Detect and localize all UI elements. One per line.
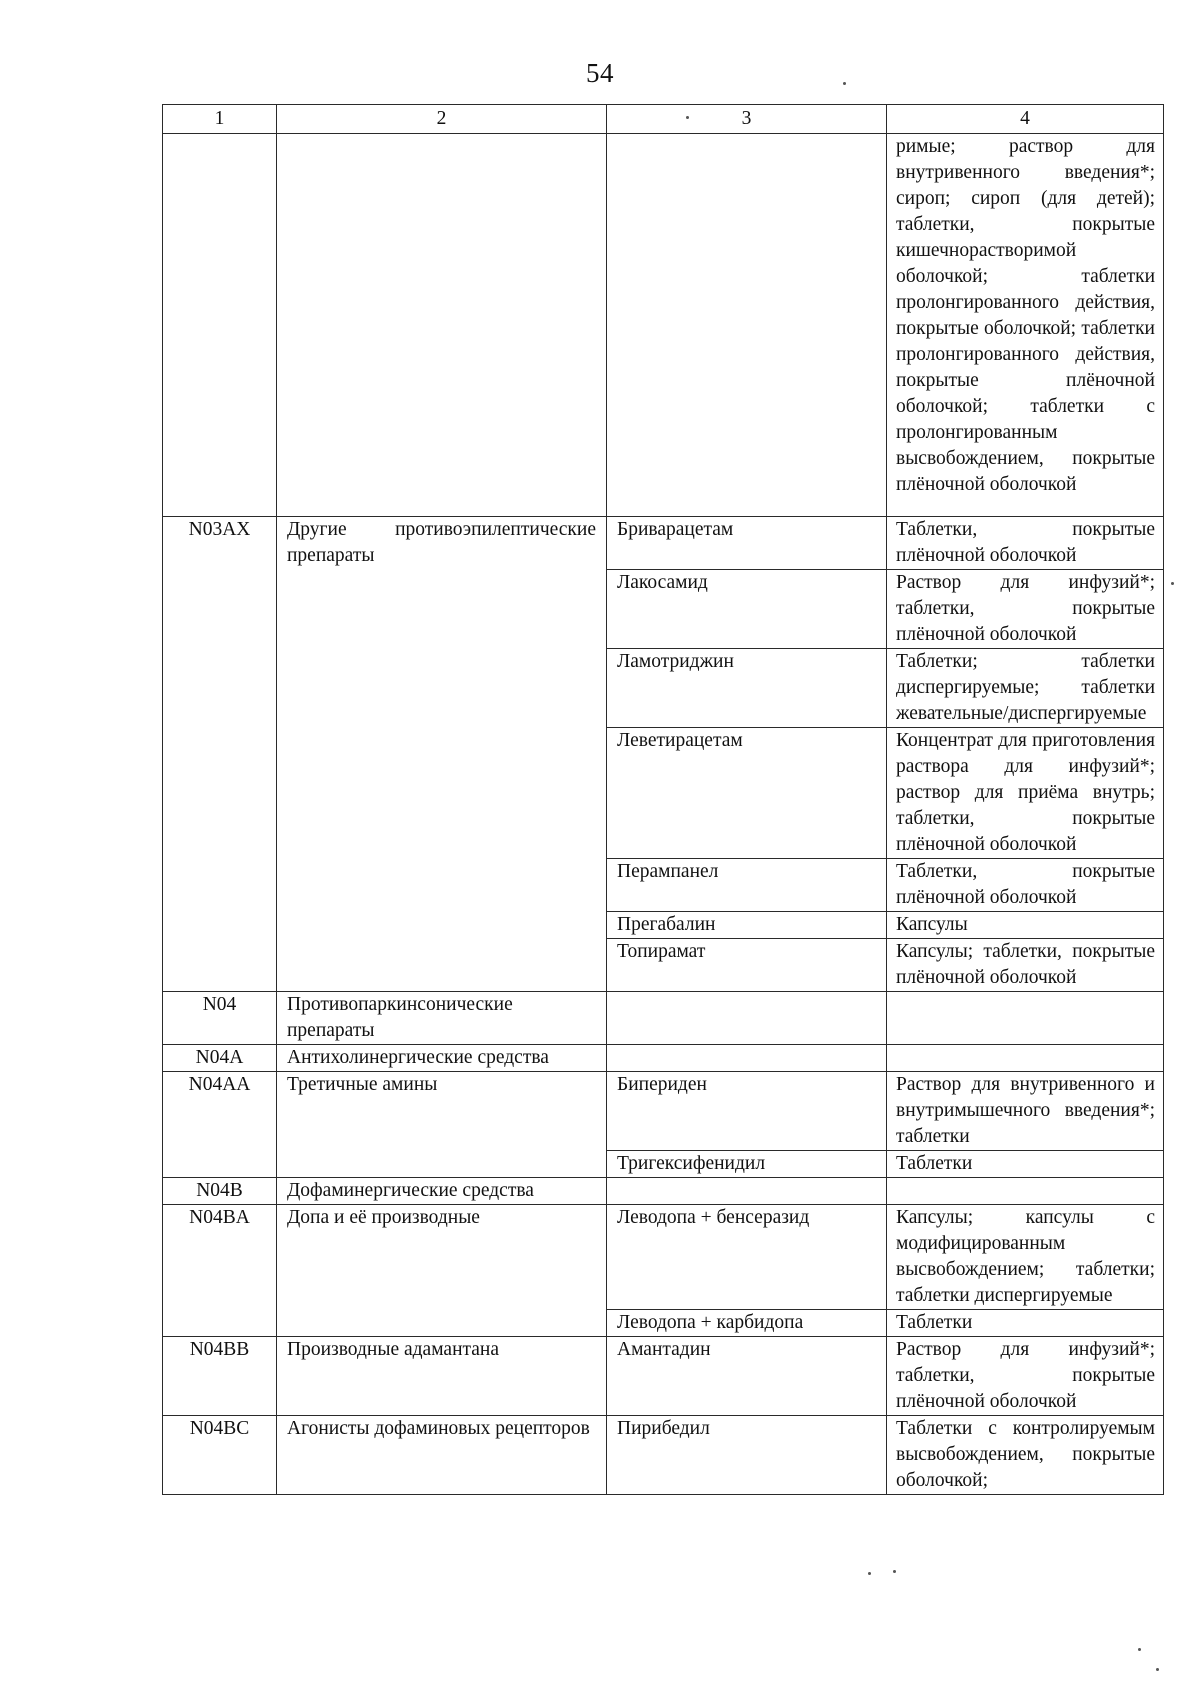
group-name-cell bbox=[277, 134, 607, 517]
drug-name-cell: Пирибедил bbox=[607, 1416, 887, 1495]
table-row bbox=[163, 1072, 1164, 1151]
page-number: 54 bbox=[586, 58, 614, 88]
drug-name-cell: Бриварацетам bbox=[607, 517, 887, 570]
scan-speck bbox=[686, 116, 689, 119]
group-name-cell: Агонисты дофаминовых рецепторов bbox=[277, 1416, 607, 1495]
dosage-form-cell: Раствор для инфузий*; таблетки, покрытые плёночной оболочкой bbox=[887, 1337, 1164, 1416]
dosage-form-cell: Таблетки с контролируемым высвобождением, покрытые оболочкой; bbox=[887, 1416, 1164, 1495]
drug-name-cell: Тригексифенидил bbox=[607, 1151, 887, 1178]
table-row bbox=[163, 1045, 1164, 1072]
drug-name-cell: Перампанел bbox=[607, 859, 887, 912]
dosage-form-cell: Капсулы; таблетки, покрытые плёночной оболочкой bbox=[887, 939, 1164, 992]
group-name-cell: Антихолинергические средства bbox=[277, 1045, 607, 1072]
scan-speck bbox=[1171, 582, 1174, 585]
dosage-form-cell: Капсулы; капсулы с модифицированным высвобождением; таблетки; таблетки диспергируемые bbox=[887, 1205, 1164, 1310]
table-row bbox=[163, 1416, 1164, 1495]
drug-name-cell: Ламотриджин bbox=[607, 649, 887, 728]
drug-table bbox=[162, 104, 1164, 1495]
code-cell: N04BB bbox=[163, 1337, 277, 1416]
table-row bbox=[163, 992, 1164, 1045]
drug-name-cell: Леводопа + бенсеразид bbox=[607, 1205, 887, 1310]
table-row bbox=[163, 1178, 1164, 1205]
table-row bbox=[163, 1205, 1164, 1310]
code-cell bbox=[163, 134, 277, 517]
drug-name-cell: Бипериден bbox=[607, 1072, 887, 1151]
dosage-form-cell: римые; раствор для внутривенного введения*; сироп; сироп (для детей); таблетки, покрытые кишечнорастворимой оболочкой; таблетки пролонгированного действия, покрытые оболочкой; таблетки пролонгированного действия, покрытые плёночной оболочкой; таблетки с пролонгированным высвобождением, покрытые плёночной оболочкой bbox=[887, 134, 1164, 517]
drug-name-cell: Топирамат bbox=[607, 939, 887, 992]
drug-name-cell bbox=[607, 992, 887, 1045]
dosage-form-cell: Раствор для инфузий*; таблетки, покрытые плёночной оболочкой bbox=[887, 570, 1164, 649]
dosage-form-cell bbox=[887, 992, 1164, 1045]
group-name-cell: Допа и её производные bbox=[277, 1205, 607, 1337]
drug-name-cell: Прегабалин bbox=[607, 912, 887, 939]
table-row bbox=[163, 1337, 1164, 1416]
drug-name-cell bbox=[607, 1045, 887, 1072]
code-cell: N04A bbox=[163, 1045, 277, 1072]
code-cell: N04B bbox=[163, 1178, 277, 1205]
code-cell: N03AX bbox=[163, 517, 277, 992]
dosage-form-cell: Капсулы bbox=[887, 912, 1164, 939]
group-name-cell: Противопаркинсонические препараты bbox=[277, 992, 607, 1045]
column-header-2: 2 bbox=[277, 105, 607, 134]
dosage-form-cell bbox=[887, 1045, 1164, 1072]
group-name-cell: Другие противоэпилептические препараты bbox=[277, 517, 607, 992]
dosage-form-cell: Раствор для внутривенного и внутримышечного введения*; таблетки bbox=[887, 1072, 1164, 1151]
dosage-form-cell: Концентрат для приготовления раствора для инфузий*; раствор для приёма внутрь; таблетки, покрытые плёночной оболочкой bbox=[887, 728, 1164, 859]
scan-speck bbox=[843, 82, 846, 85]
code-cell: N04AA bbox=[163, 1072, 277, 1178]
drug-name-cell: Лакосамид bbox=[607, 570, 887, 649]
dosage-form-cell: Таблетки; таблетки диспергируемые; таблетки жевательные/диспергируемые bbox=[887, 649, 1164, 728]
drug-name-cell bbox=[607, 134, 887, 517]
scan-speck bbox=[868, 1572, 871, 1575]
dosage-form-cell: Таблетки, покрытые плёночной оболочкой bbox=[887, 517, 1164, 570]
table-row bbox=[163, 517, 1164, 570]
drug-name-cell: Леводопа + карбидопа bbox=[607, 1310, 887, 1337]
dosage-form-cell: Таблетки bbox=[887, 1310, 1164, 1337]
dosage-form-cell: Таблетки bbox=[887, 1151, 1164, 1178]
table-row bbox=[163, 134, 1164, 517]
code-cell: N04 bbox=[163, 992, 277, 1045]
dosage-form-cell: Таблетки, покрытые плёночной оболочкой bbox=[887, 859, 1164, 912]
column-header-3: 3 bbox=[607, 105, 887, 134]
group-name-cell: Производные адамантана bbox=[277, 1337, 607, 1416]
scan-speck bbox=[893, 1570, 896, 1573]
drug-name-cell: Амантадин bbox=[607, 1337, 887, 1416]
drug-name-cell bbox=[607, 1178, 887, 1205]
code-cell: N04BC bbox=[163, 1416, 277, 1495]
code-cell: N04BA bbox=[163, 1205, 277, 1337]
group-name-cell: Третичные амины bbox=[277, 1072, 607, 1178]
drug-name-cell: Леветирацетам bbox=[607, 728, 887, 859]
scan-speck bbox=[1138, 1648, 1141, 1651]
group-name-cell: Дофаминергические средства bbox=[277, 1178, 607, 1205]
scan-speck bbox=[1156, 1668, 1159, 1671]
dosage-form-cell bbox=[887, 1178, 1164, 1205]
column-header-4: 4 bbox=[887, 105, 1164, 134]
table-header-row bbox=[163, 105, 1164, 134]
column-header-1: 1 bbox=[163, 105, 277, 134]
